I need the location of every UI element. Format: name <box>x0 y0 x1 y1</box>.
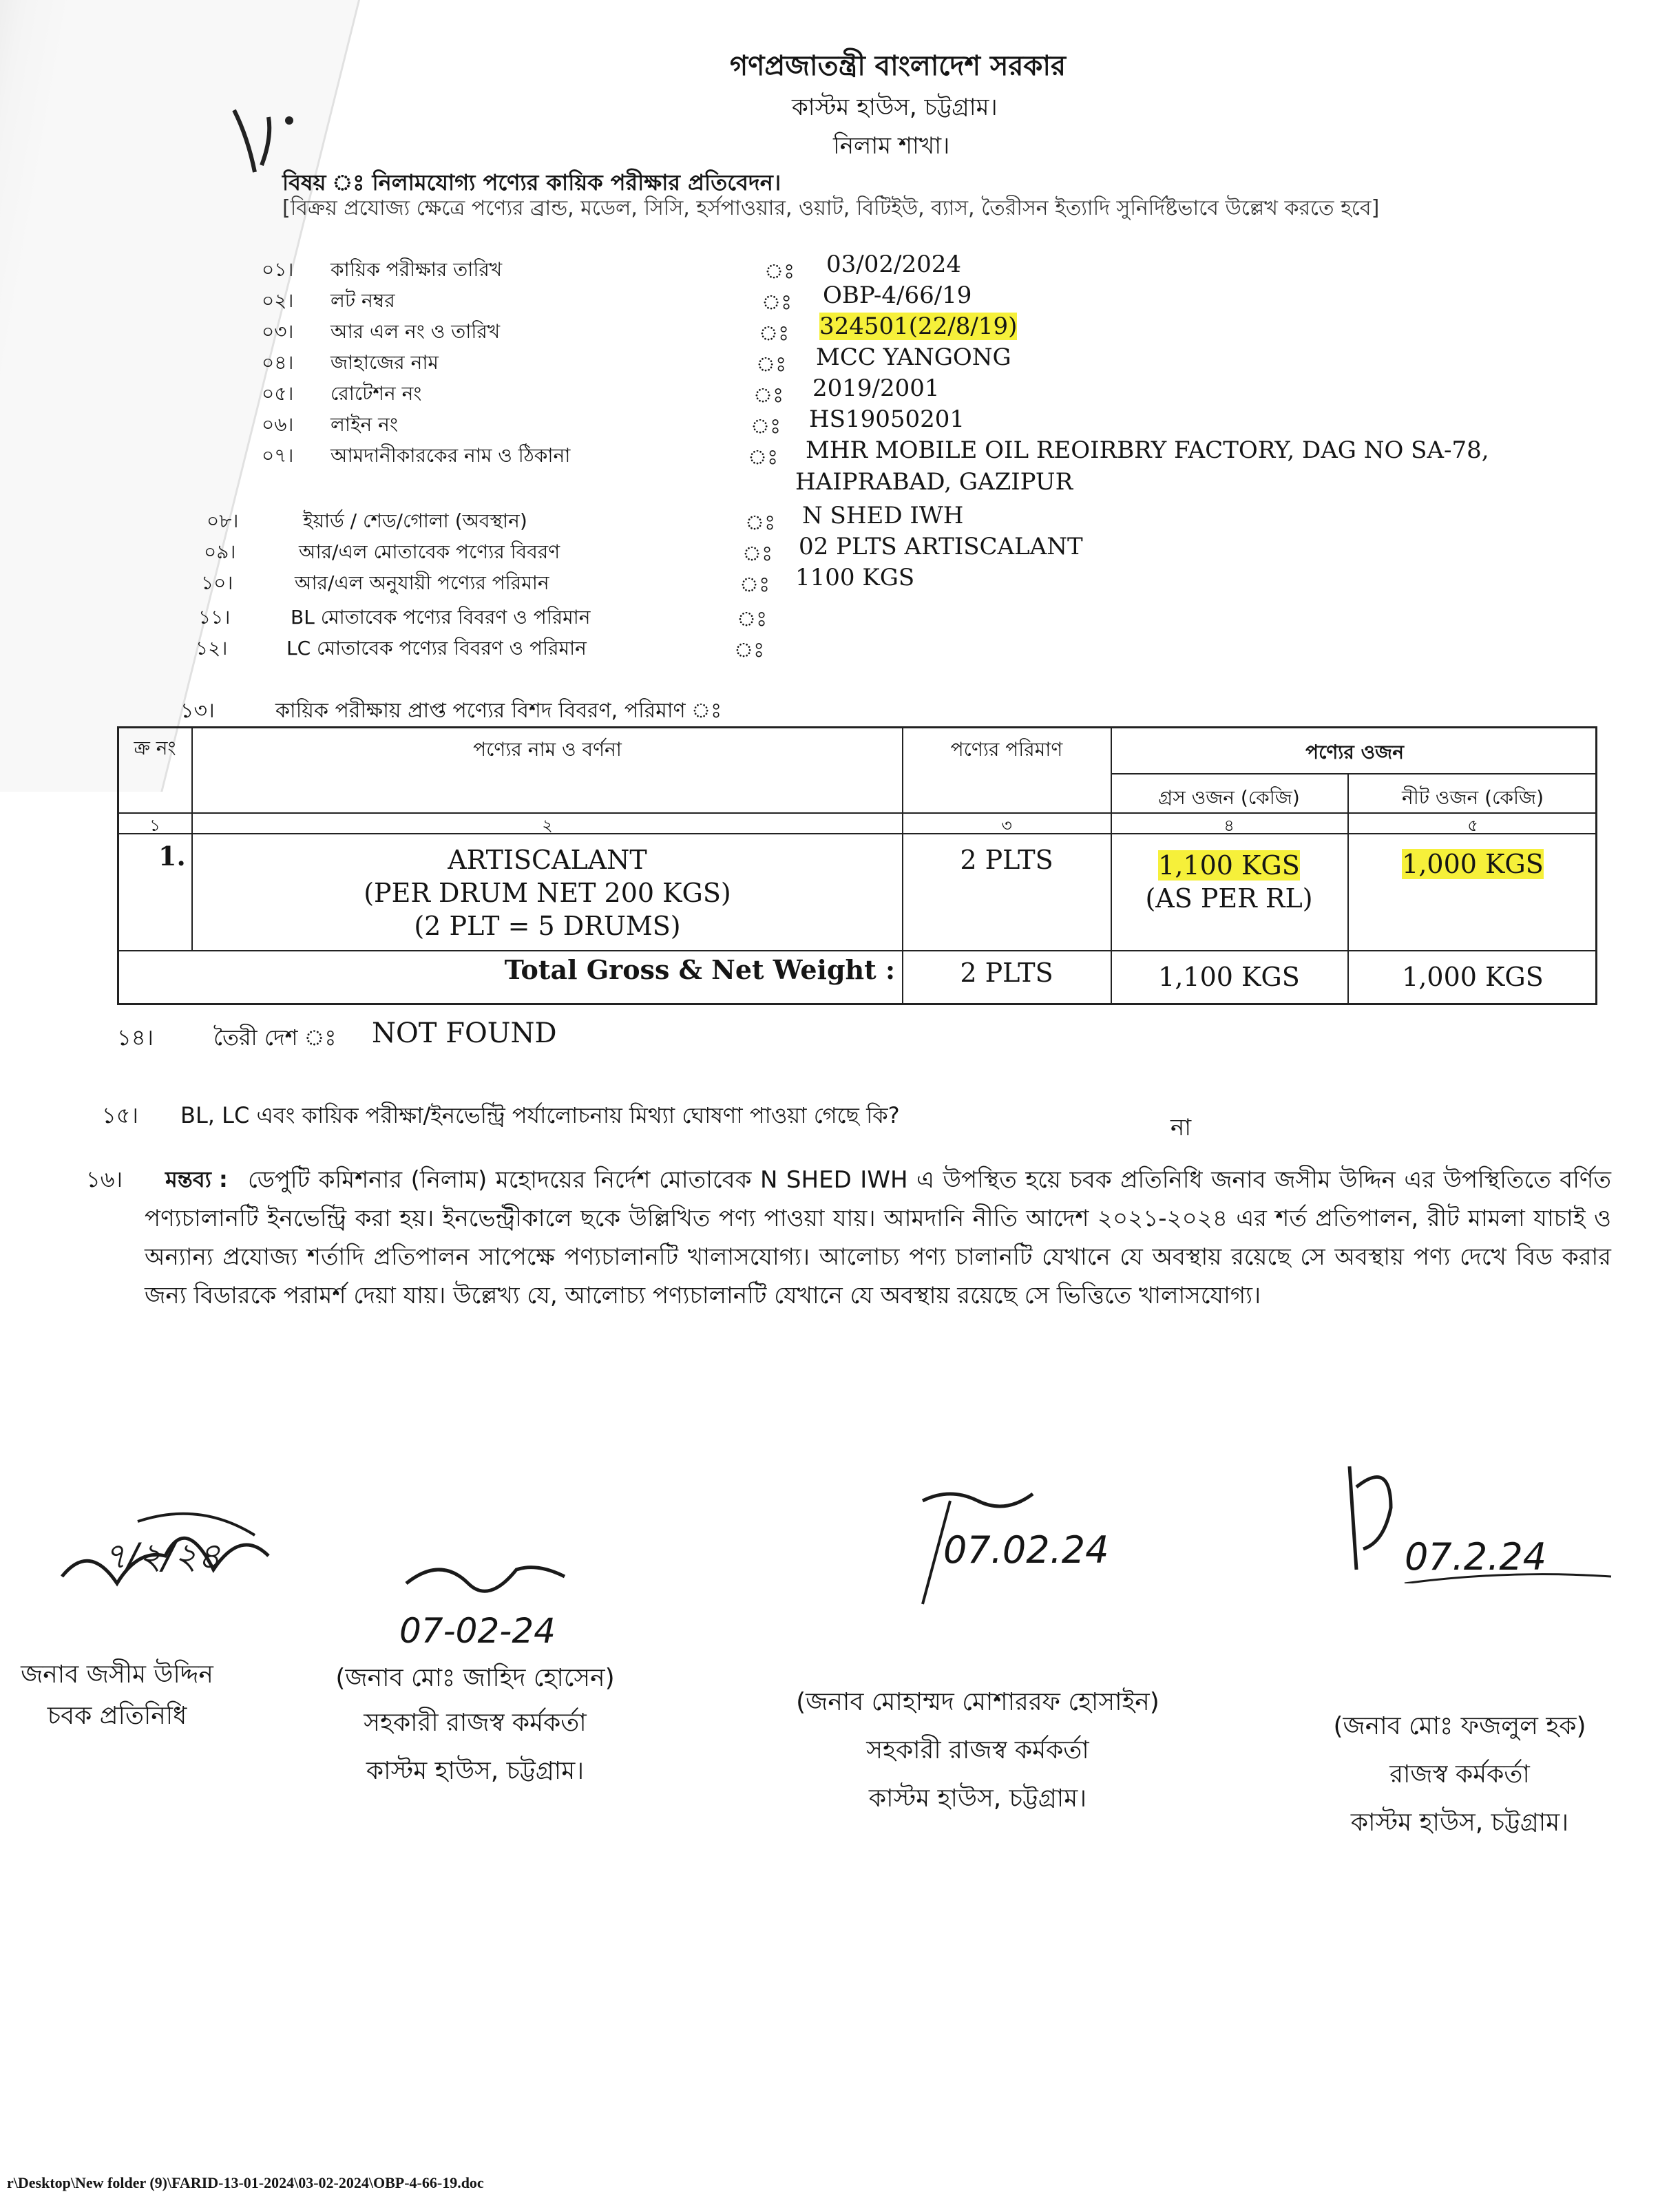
field-value: N SHED IWH <box>802 502 964 529</box>
field-colon: ঃ <box>734 638 765 662</box>
field-label: আর/এল মোতাবেক পণ্যের বিবরণ <box>299 540 560 563</box>
field-colon: ঃ <box>764 260 795 284</box>
signatory-3-office: কাস্টম হাউস, চট্টগ্রাম। <box>868 1784 1087 1813</box>
total-net: 1,000 KGS <box>1402 962 1544 992</box>
field-colon: ঃ <box>750 414 781 439</box>
field-number: ০৪। <box>262 351 294 374</box>
signatory-4-office: কাস্টম হাউস, চট্টগ্রাম। <box>1350 1809 1569 1837</box>
field-number: ০৯। <box>204 540 236 563</box>
signatory-4-title: রাজস্ব কর্মকর্তা <box>1389 1760 1530 1789</box>
row-item-name-line2: (PER DRUM NET 200 KGS) <box>364 878 731 908</box>
inspection-table <box>117 726 1597 1005</box>
col-number-1: ১ <box>149 816 160 835</box>
field-number: ০১। <box>262 258 294 281</box>
field-value-line2: HAIPRABAD, GAZIPUR <box>795 468 1073 496</box>
field-label: আর এল নং ও তারিখ <box>330 320 501 343</box>
field-colon: ঃ <box>748 445 779 470</box>
item-15-answer: না <box>1170 1114 1192 1141</box>
document-subject: বিষয় ঃ নিলামযোগ্য পণ্যের কায়িক পরীক্ষার প্রতিবেদন। <box>282 169 781 196</box>
row-gross-note: (AS PER RL) <box>1145 883 1313 914</box>
signatory-1-title: চবক প্রতিনিধি <box>47 1702 187 1730</box>
signature-block-3 <box>909 1473 1184 1611</box>
field-colon: ঃ <box>745 511 776 535</box>
field-number: ০৩। <box>262 320 294 343</box>
rl-number-highlight: 324501(22/8/19) <box>819 313 1018 340</box>
signatory-3-title: সহকারী রাজস্ব কর্মকর্তা <box>866 1736 1089 1764</box>
row-net-weight: 1,000 KGS <box>1402 849 1544 879</box>
field-label: BL মোতাবেক পণ্যের বিবরণ ও পরিমান <box>291 606 591 629</box>
total-quantity: 2 PLTS <box>960 958 1053 988</box>
col-header-weight: পণ্যের ওজন <box>1305 741 1404 763</box>
row-item-name-line3: (2 PLT = 5 DRUMS) <box>414 911 681 941</box>
field-label: LC মোতাবেক পণ্যের বিবরণ ও পরিমান <box>286 637 587 660</box>
signatory-1-name: জনাব জসীম উদ্দিন <box>21 1661 213 1689</box>
col-number-2: ২ <box>542 816 553 835</box>
section-13-number: ১৩। <box>180 699 215 723</box>
field-colon: ঃ <box>756 352 787 377</box>
field-value: 2019/2001 <box>812 375 940 402</box>
field-number: ০৮। <box>207 509 239 532</box>
remarks-text: ডেপুটি কমিশনার (নিলাম) মহোদয়ের নির্দেশ মোতাবেক N SHED IWH এ উপস্থিত হয়ে চবক প্রতিনিধি জনাব জসীম উদ্দিন এর উপস্থিতিতে বর্ণিত পণ্যচালানটি ইনভেন্ট্রি করা হয়। ইনভেন্ট্রীকালে ছকে উল্লিখিত পণ্য পাওয়া যায়। আমদানি নীতি আদেশ ২০২১-২০২৪ এর শর্ত প্রতিপালন, রীট মামলা যাচাই ও অন্যান্য প্রযোজ্য শর্তাদি প্রতিপালন সাপেক্ষে পণ্যচালানটি খালাসযোগ্য। আলোচ্য পণ্য চালানটি যেখানে যে অবস্থায় রয়েছে সে অবস্থায় পণ্য দেখে বিড করার জন্য বিডারকে পরামর্শ দেয়া যায়। উল্লেখ্য যে, আলোচ্য পণ্যচালানটি যেখানে যে অবস্থায় রয়েছে সে ভিত্তিতে খালাসযোগ্য। <box>145 1166 1612 1309</box>
row-item-name-line1: ARTISCALANT <box>448 845 647 875</box>
instruction-note: [বিক্রয় প্রযোজ্য ক্ষেত্রে পণ্যের ব্রান্ড, মডেল, সিসি, হর্সপাওয়ার, ওয়াট, বিটিইউ, ব্যাস, তৈরীসন ইত্যাদি সুনির্দিষ্টভাবে উল্লেখ করতে হবে] <box>282 196 1380 220</box>
signatory-2-title: সহকারী রাজস্ব কর্মকর্তা <box>364 1709 587 1737</box>
row-gross-weight <box>1112 849 1346 915</box>
item-16-label: মন্তব্য : <box>165 1166 228 1192</box>
field-value <box>819 313 1017 340</box>
field-number: ০৫। <box>262 382 294 405</box>
field-value: HS19050201 <box>809 405 965 433</box>
field-value: 03/02/2024 <box>826 251 961 278</box>
row-serial: 1. <box>158 841 186 872</box>
row-item-name <box>200 843 895 942</box>
total-gross: 1,100 KGS <box>1158 962 1300 992</box>
signature-4-date: 07.2.24 <box>1405 1535 1547 1579</box>
signature-1-date: ৭/২/২৪ <box>103 1536 221 1577</box>
field-value: MHR MOBILE OIL REOIRBRY FACTORY, DAG NO SA-78, <box>806 436 1489 464</box>
office-name: কাস্টম হাউস, চট্টগ্রাম। <box>792 94 998 121</box>
field-colon: ঃ <box>739 573 770 597</box>
field-label: আর/এল অনুযায়ী পণ্যের পরিমান <box>295 571 549 594</box>
country-of-origin: NOT FOUND <box>372 1018 557 1049</box>
item-16-number: ১৬। <box>86 1166 123 1192</box>
signatory-4-name: (জনাব মোঃ ফজলুল হক) <box>1333 1712 1586 1740</box>
col-header-name: পণ্যের নাম ও বর্ণনা <box>473 738 622 761</box>
item-14-label: তৈরী দেশ ঃ <box>213 1024 337 1051</box>
col-header-net: নীট ওজন (কেজি) <box>1401 786 1544 809</box>
field-number: ০৬। <box>262 413 294 436</box>
col-header-gross: গ্রস ওজন (কেজি) <box>1158 786 1300 809</box>
field-label: আমদানীকারকের নাম ও ঠিকানা <box>330 444 571 467</box>
signature-3-date: 07.02.24 <box>943 1528 1109 1572</box>
section-13-label: কায়িক পরীক্ষায় প্রাপ্ত পণ্যের বিশদ বিবরণ, পরিমাণ ঃ <box>275 699 722 723</box>
field-value: OBP-4/66/19 <box>823 282 972 309</box>
government-title: গণপ্রজাতন্ত্রী বাংলাদেশ সরকার <box>730 50 1066 82</box>
signatory-3-name: (জনাব মোহাম্মদ মোশাররফ হোসাইন) <box>796 1688 1159 1716</box>
field-value: 02 PLTS ARTISCALANT <box>799 533 1083 560</box>
field-label: রোটেশন নং <box>330 382 422 405</box>
field-colon: ঃ <box>753 383 784 408</box>
field-label: লট নম্বর <box>330 289 395 312</box>
col-header-serial: ক্র নং <box>134 737 176 759</box>
signature-block-4 <box>1336 1446 1625 1625</box>
field-number: ১০। <box>201 571 233 594</box>
field-value: MCC YANGONG <box>816 344 1011 371</box>
field-label: লাইন নং <box>330 413 398 436</box>
field-colon: ঃ <box>742 542 773 566</box>
field-number: ১২। <box>196 637 228 660</box>
field-value: 1100 KGS <box>795 564 915 591</box>
total-label: Total Gross & Net Weight : <box>504 954 895 985</box>
row-gross-value: 1,100 KGS <box>1158 850 1300 881</box>
item-15-question: BL, LC এবং কায়িক পরীক্ষা/ইনভেন্ট্রি পর্যালোচনায় মিথ্যা ঘোষণা পাওয়া গেছে কি? <box>180 1102 900 1128</box>
field-colon: ঃ <box>762 291 792 315</box>
col-number-5: ৫ <box>1467 816 1478 835</box>
field-label: কায়িক পরীক্ষার তারিখ <box>330 258 503 281</box>
signature-block-1 <box>34 1473 296 1638</box>
field-number: ০৭। <box>262 444 294 467</box>
col-number-3: ৩ <box>1001 816 1012 835</box>
item-15-number: ১৫। <box>102 1102 138 1128</box>
col-number-4: ৪ <box>1224 816 1235 835</box>
signatory-2-name: (জনাব মোঃ জাহিদ হোসেন) <box>335 1664 615 1692</box>
field-number: ১১। <box>198 606 231 629</box>
row-quantity: 2 PLTS <box>960 845 1053 875</box>
signature-2-date: 07-02-24 <box>399 1611 556 1651</box>
field-label: ইয়ার্ড / শেড/গোলা (অবস্থান) <box>303 509 527 532</box>
field-colon: ঃ <box>737 607 768 631</box>
col-header-quantity: পণ্যের পরিমাণ <box>950 738 1063 761</box>
field-number: ০২। <box>262 289 294 312</box>
field-label: জাহাজের নাম <box>330 351 439 374</box>
field-colon: ঃ <box>759 322 790 346</box>
signatory-2-office: কাস্টম হাউস, চট্টগ্রাম। <box>366 1757 585 1785</box>
item-14-number: ১৪। <box>117 1024 154 1051</box>
branch-name: নিলাম শাখা। <box>833 132 950 160</box>
file-path-footer: r\Desktop\New folder (9)\FARID-13-01-2024\03-02-2024\OBP-4-66-19.doc <box>7 2174 484 2191</box>
